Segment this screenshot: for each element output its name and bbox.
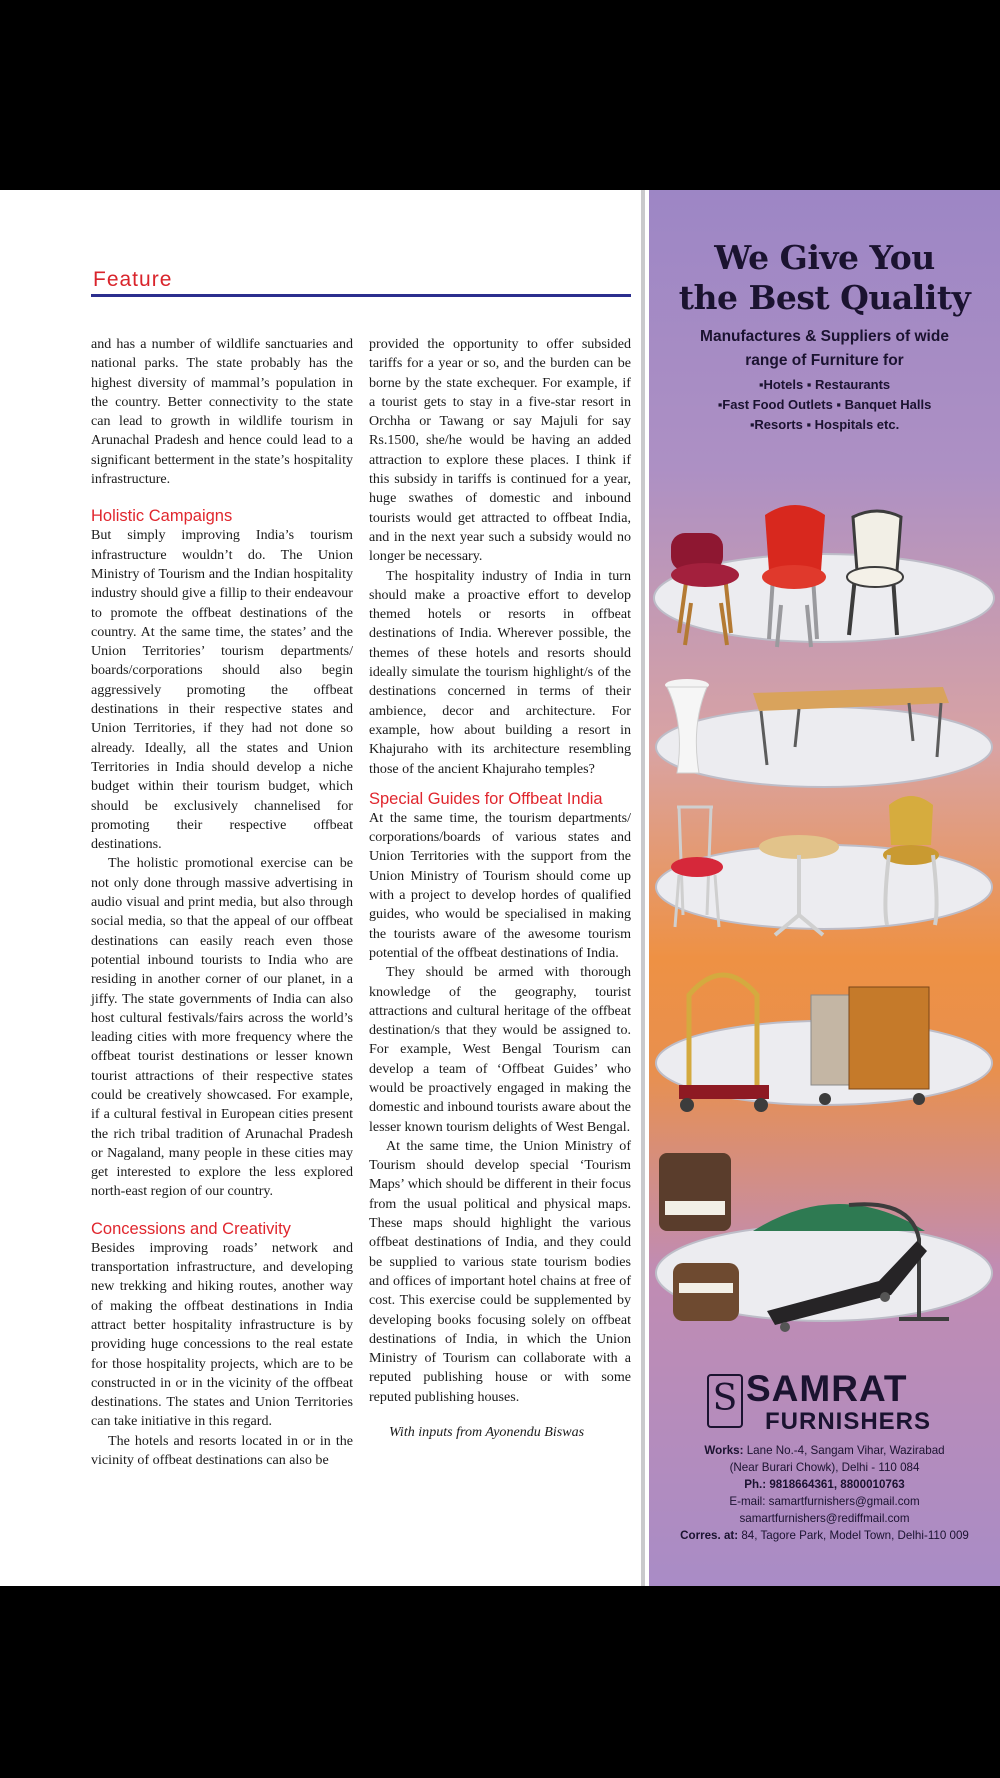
works-address-line2: (Near Burari Chowk), Delhi - 110 084 bbox=[729, 1461, 920, 1474]
ad-bullet: ▪Fast Food Outlets ▪ Banquet Halls bbox=[717, 397, 932, 412]
correspondence-address: Corres. at: 84, Tagore Park, Model Town, Delhi-110 009 bbox=[680, 1529, 969, 1542]
furniture-advertisement bbox=[649, 190, 1000, 1586]
phone-number: Ph.: 9818664361, 8800010763 bbox=[744, 1478, 905, 1491]
subheading-concessions-creativity: Concessions and Creativity bbox=[91, 1219, 291, 1238]
email-address: E-mail: samartfurnishers@gmail.com bbox=[729, 1495, 920, 1508]
display-platform bbox=[656, 845, 992, 929]
samrat-logo-icon: S bbox=[707, 1374, 743, 1428]
wicker-armchair-icon bbox=[659, 1153, 731, 1231]
column-divider bbox=[641, 190, 645, 1586]
paragraph: At the same time, the Union Ministry of Tourism should develop special ‘Tourism Maps’ which should be different in their focus from the usual political and physical maps. These maps should highlight the various offbeat destinations of India, and they could be supplied to various state tourism bodies and offices of important hotel chains at free of cost. This exercise could be supplemented by developing books focusing solely on offbeat destinations of India, in which the Union Ministry of Tourism can collaborate with a reputed publishing house or with some reputed publishing houses. bbox=[369, 1137, 631, 1405]
subheading-holistic-campaigns: Holistic Campaigns bbox=[91, 507, 233, 526]
article-credit: With inputs from Ayonendu Biswas bbox=[389, 1424, 585, 1441]
paragraph: Besides improving roads’ network and transportation infrastructure, and developing new trekking and hiking routes, another way of making the offbeat destinations in India attract better hospitality infrastructure is by providing huge concessions to the real estate for those hospitality projects, which are to be constructed in or in the vicinity of the offbeat destinations. The states and Union Territories can take initiative in this regard. bbox=[91, 1239, 353, 1430]
article-column-left bbox=[91, 335, 353, 1470]
brand-name-sub: FURNISHERS bbox=[765, 1408, 932, 1435]
ad-subheading: range of Furniture for bbox=[745, 352, 904, 369]
article-column-right bbox=[369, 335, 631, 1442]
email-address-alt: samartfurnishers@rediffmail.com bbox=[739, 1512, 910, 1525]
paragraph: and has a number of wildlife sanctuaries and national parks. The state probably has the highest diversity of mammal’s population in the country. Better connectivity to the state can lead to growth in wildlife tourism in Arunachal Pradesh and hence could lead to a significant betterment in the state’s hospitality infrastructure. bbox=[91, 336, 353, 488]
ad-headline: We Give You bbox=[714, 238, 935, 277]
subheading-special-guides: Special Guides for Offbeat India bbox=[369, 789, 603, 808]
paragraph: provided the opportunity to offer subsided tariffs for a year or so, and the burden can be borne by the state exchequer. For example, if a tourist gets to stay in a five-star resort in Orchha or Tawang or say Majuli for say Rs.1500, she/he would be having an added attraction to explore these places. I think if this subsidy in tariffs is continued for a year, huge swathes of domestic and inbound tourists would get attracted to offbeat India, and in the next year such a subsidy would no longer be necessary. bbox=[369, 336, 631, 565]
section-label: Feature bbox=[93, 268, 173, 291]
paragraph: But simply improving India’s tourism infrastructure wouldn’t do. The Union Ministry of Tourism and the Indian hospitality industry should give a fillip to their endeavour to promote the offbeat destinations of the country. At the same time, the states’ and the Union Territories’ tourism departments/ boards/corporations should also begin aggressively promoting the offbeat destinations in their respective states and Union Territories, if they had not done so already. Ideally, all the states and Union Territories in India should develop a niche budget within their tourism budget, which should be exclusively channelised for promoting their respective offbeat destinations. bbox=[91, 527, 353, 853]
magazine-page bbox=[0, 190, 1000, 1586]
paragraph: The holistic promotional exercise can be not only done through massive advertising in audio visual and print media, but also through social media, so that the appeal of our offbeat destinations can easily reach even those potential inbound tourists to India who are residing in another corner of our planet, in a jiffy. The state governments of India can also host cultural festivals/fairs across the world’s leading cities with more frequency where the offbeat tourist destinations or lesser known tourist attractions of their respective states could be creatively showcased. For example, if a cultural festival in European cities present the rich tribal tradition of Arunachal Pradesh or Nagaland, many people in these cities may get interested to explore the less explored north-east region of our country. bbox=[91, 855, 353, 1200]
furniture-illustrations bbox=[649, 435, 1000, 1355]
works-address: Works: Lane No.-4, Sangam Vihar, Wazirabad bbox=[704, 1444, 945, 1457]
paragraph: The hotels and resorts located in or in the vicinity of offbeat destinations can also be bbox=[91, 1432, 353, 1469]
ad-subheading: Manufactures & Suppliers of wide bbox=[700, 328, 949, 345]
paragraph: They should be armed with thorough knowledge of the geography, tourist attractions and cultural heritage of the offbeat destination/s that they would be assigned to. For example, West Bengal Tourism can develop a team of ‘Offbeat Guides’ who would be proactively engaged in making the domestic and inbound tourists aware about the lesser known tourism delights of West Bengal. bbox=[369, 964, 631, 1135]
header-rule bbox=[91, 294, 631, 297]
ad-bullet: ▪Hotels ▪ Restaurants bbox=[758, 377, 891, 392]
ad-bullet: ▪Resorts ▪ Hospitals etc. bbox=[749, 417, 900, 432]
brand-name: SAMRAT bbox=[746, 1368, 908, 1409]
display-platform bbox=[656, 707, 992, 787]
ad-headline: the Best Quality bbox=[678, 278, 971, 317]
paragraph: At the same time, the tourism departments/ corporations/boards of various states and Union Territories with the support from the Union Ministry of Tourism should come up with a project to develop hordes of qualified guides, who would be specialised in making the tourists aware of the awesome tourism potential of the offbeat destinations of India. bbox=[369, 809, 631, 961]
wicker-chair-icon bbox=[673, 1263, 739, 1321]
paragraph: The hospitality industry of India in turn should make a proactive effort to develop themed hotels or resorts in offbeat destinations of India. Wherever possible, the themes of these hotels and resorts should ideally simulate the tourism highlight/s of the destinations concerned in terms of their ambience, decor and architecture. For example, how about building a resort in Khajuraho with its architecture resembling those of the ancient Khajuraho temples? bbox=[369, 567, 631, 777]
